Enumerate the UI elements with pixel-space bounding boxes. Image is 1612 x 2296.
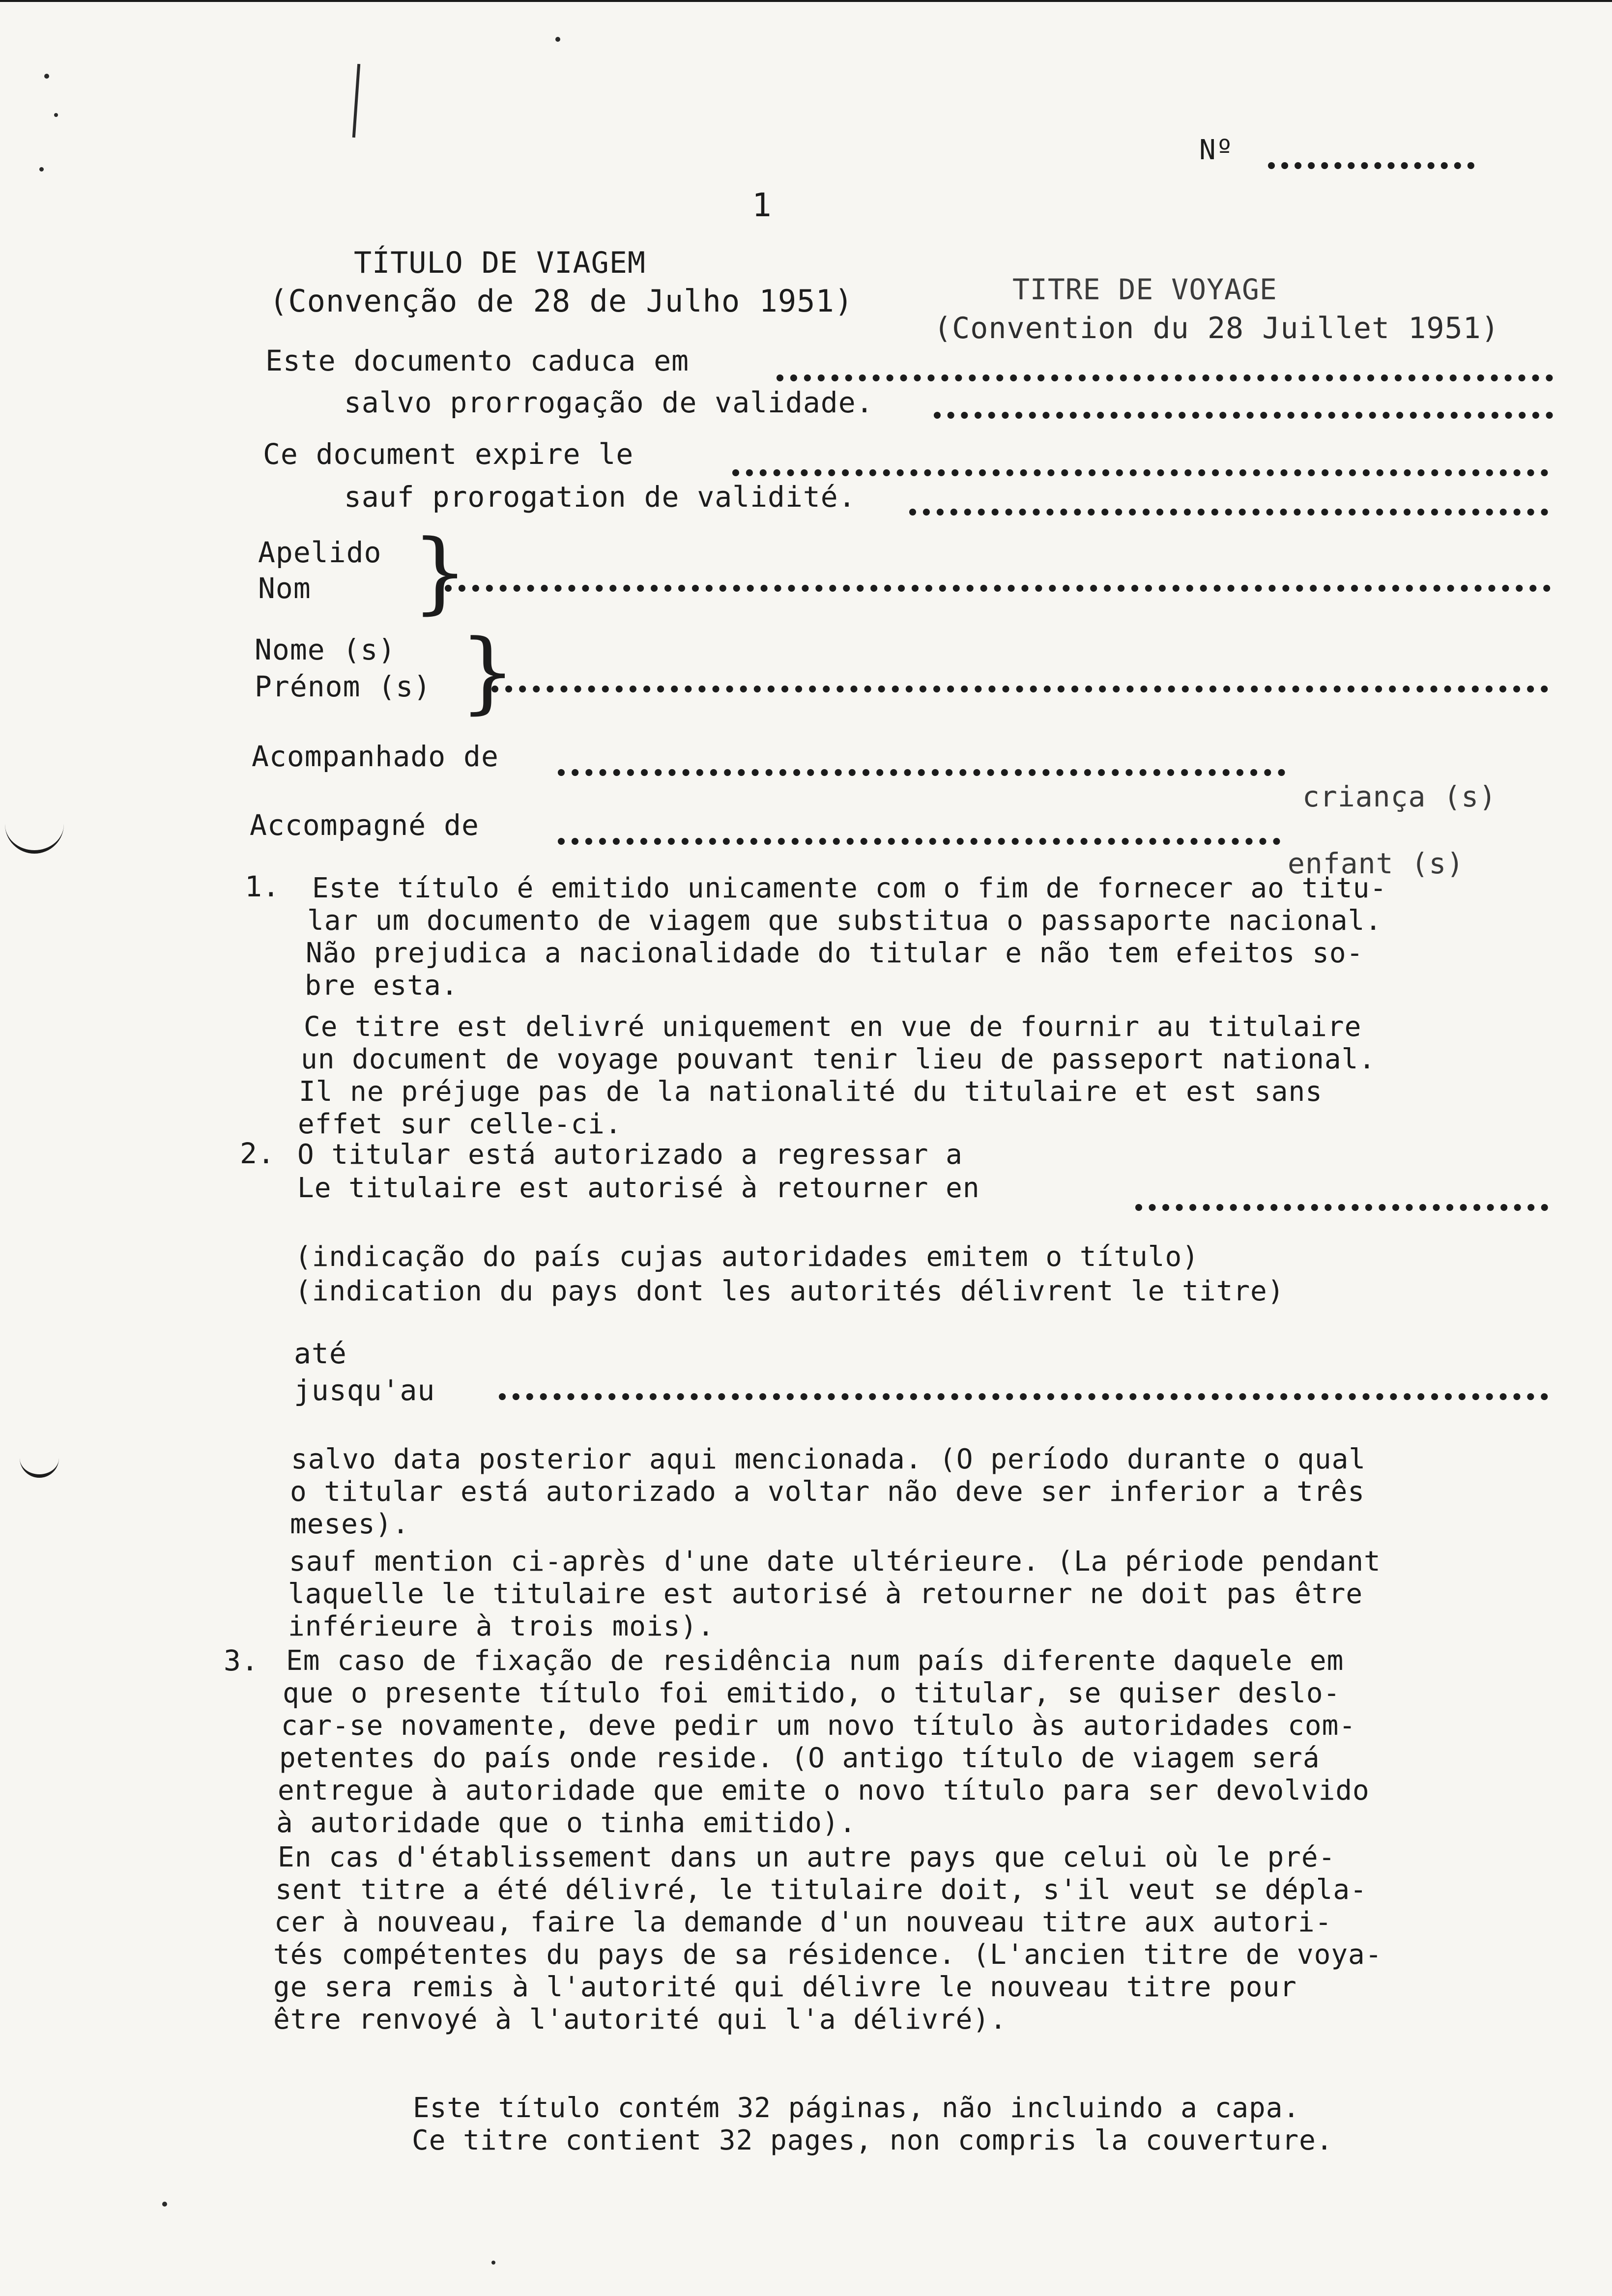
clause2-pt-note-line1: salvo data posterior aqui mencionada. (O período durante o qual <box>291 1443 1366 1475</box>
children-label-fr: enfant (s) <box>1288 847 1465 880</box>
clause1-pt-line2: lar um documento de viagem que substitua o passaporte nacional. <box>307 905 1382 937</box>
footer-pt: Este título contém 32 páginas, não incluindo a capa. <box>413 2092 1300 2124</box>
clause1-pt-line4: bre esta. <box>305 970 459 1002</box>
fr-title: TITRE DE VOYAGE <box>1012 273 1277 306</box>
clause2-pt-note-line2: o titular está autorizado a voltar não deve ser inferior a três <box>290 1476 1365 1508</box>
footer-fr: Ce titre contient 32 pages, non compris la couverture. <box>412 2124 1333 2156</box>
surname-brace: } <box>412 521 468 624</box>
fr-expiry-line1: Ce document expire le <box>263 437 634 471</box>
clause2-fr-indication: (indication du pays dont les autorités délivrent le titre) <box>295 1275 1285 1307</box>
accompanied-label-pt: Acompanhado de <box>252 740 499 773</box>
fr-expiry-dots2 <box>909 509 1548 516</box>
binding-mark <box>5 816 64 854</box>
number-label: Nº <box>1199 134 1234 166</box>
clause3-fr-line5: ge sera remis à l'autorité qui délivre le nouveau titre pour <box>273 1971 1297 2003</box>
scan-speck <box>491 2261 495 2265</box>
clause3-pt-line4: petentes do país onde reside. (O antigo título de viagem será <box>279 1742 1320 1774</box>
children-label-pt: criança (s) <box>1302 780 1497 813</box>
clause1-fr-line1: Ce titre est delivré uniquement en vue de fournir au titulaire <box>304 1011 1362 1043</box>
clause1-pt-line3: Não prejudica a nacionalidade do titular e não tem efeitos so- <box>306 937 1364 969</box>
surname-label-fr: Nom <box>258 572 311 605</box>
clause2-fr-note-line3: inférieure à trois mois). <box>288 1610 715 1642</box>
clause3-pt-line2: que o presente título foi emitido, o titular, se quiser deslo- <box>283 1677 1341 1709</box>
clause1-fr-line2: un document de voyage pouvant tenir lieu de passeport national. <box>301 1043 1376 1075</box>
clause2-pt-line: O titular está autorizado a regressar a <box>297 1139 963 1171</box>
fr-expiry-line2: sauf prorogation de validité. <box>344 480 856 514</box>
given-field-dots <box>491 686 1548 692</box>
pen-stroke <box>352 64 360 138</box>
scan-speck <box>54 113 58 117</box>
scan-speck <box>555 37 560 42</box>
clause3-pt-line6: à autoridade que o tinha emitido). <box>276 1807 857 1839</box>
fr-expiry-dots1 <box>732 469 1548 476</box>
clause3-fr-line4: tés compétentes du pays de sa résidence. (L'ancien titre de voya- <box>273 1939 1382 1971</box>
scan-speck <box>39 167 44 172</box>
clause3-fr-line2: sent titre a été délivré, le titulaire doit, s'il veut se dépla- <box>275 1874 1367 1906</box>
pt-title: TÍTULO DE VIAGEM <box>354 246 646 280</box>
clause2-pt-indication: (indicação do país cujas autoridades emitem o título) <box>295 1241 1199 1273</box>
clause1-pt-line1: Este título é emitido unicamente com o fim de fornecer ao titu- <box>312 872 1387 904</box>
pt-expiry-dots2 <box>934 412 1553 419</box>
clause2-country-dots <box>1135 1204 1548 1211</box>
clause2-fr-note-line2: laquelle le titulaire est autorisé à retourner ne doit pas être <box>288 1578 1363 1610</box>
clause3-pt-line3: car-se novamente, deve pedir um novo título às autoridades com- <box>281 1710 1356 1742</box>
scan-speck <box>162 2202 167 2207</box>
given-label-fr: Prénom (s) <box>255 670 432 703</box>
clause3-fr-line1: En cas d'établissement dans un autre pays que celui où le pré- <box>278 1841 1336 1873</box>
accompanied-dots-fr <box>558 838 1280 845</box>
clause1-fr-line3: Il ne préjuge pas de la nationalité du titulaire et est sans <box>299 1076 1323 1108</box>
clause3-fr-line3: cer à nouveau, faire la demande d'un nouveau titre aux autori- <box>274 1906 1332 1938</box>
surname-label-pt: Apelido <box>258 536 382 569</box>
pt-expiry-line2: salvo prorrogação de validade. <box>344 386 874 419</box>
surname-field-dots <box>445 585 1551 592</box>
clause3-pt-line1: Em caso de fixação de residência num país diferente daquele em <box>286 1645 1344 1677</box>
accompanied-dots-pt <box>558 769 1285 776</box>
scan-top-edge <box>0 0 1612 18</box>
clause1-number: 1. <box>245 870 280 903</box>
binding-mark <box>20 1435 59 1478</box>
until-label-pt: até <box>294 1337 347 1370</box>
clause2-fr-line: Le titulaire est autorisé à retourner en <box>297 1172 980 1204</box>
scan-speck <box>44 74 49 79</box>
given-label-pt: Nome (s) <box>255 633 396 666</box>
clause1-fr-line4: effet sur celle-ci. <box>298 1108 622 1140</box>
until-label-fr: jusqu'au <box>294 1374 435 1407</box>
page-number: 1 <box>752 186 772 224</box>
given-brace: } <box>460 621 516 723</box>
accompanied-label-fr: Accompagné de <box>250 808 479 842</box>
number-field-dots <box>1268 162 1474 169</box>
clause2-number: 2. <box>240 1137 275 1170</box>
pt-expiry-dots1 <box>777 374 1553 381</box>
clause2-fr-note-line1: sauf mention ci-après d'une date ultérieure. (La période pendant <box>289 1546 1381 1578</box>
clause3-fr-line6: être renvoyé à l'autorité qui l'a délivré). <box>273 2004 1007 2036</box>
clause2-pt-note-line3: meses). <box>290 1508 410 1540</box>
until-date-dots <box>499 1393 1548 1400</box>
pt-convention: (Convenção de 28 de Julho 1951) <box>269 283 854 319</box>
fr-convention: (Convention du 28 Juillet 1951) <box>934 311 1499 345</box>
pt-expiry-line1: Este documento caduca em <box>265 344 690 377</box>
clause3-pt-line5: entregue à autoridade que emite o novo título para ser devolvido <box>278 1775 1370 1807</box>
clause3-number: 3. <box>224 1644 259 1677</box>
